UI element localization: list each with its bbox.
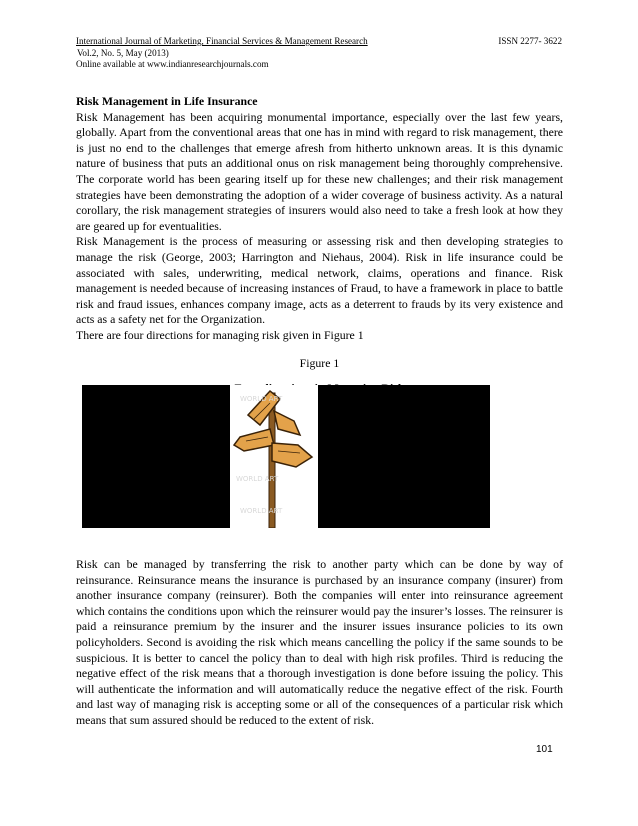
volume-info: Vol.2, No. 5, May (2013)	[77, 47, 169, 58]
journal-title: International Journal of Marketing, Financial Services & Management Research	[76, 36, 368, 46]
figure-image	[82, 385, 490, 528]
header-row	[76, 36, 562, 48]
paragraph-4: Risk can be managed by transferring the risk to another party which can be done by way of reinsurance. Reinsurance means the insurance is purchased by an insurance company (insurer) from another insurance company (reinsurer). Both the companies will enter into reinsurance agreement which contains the conditions upon which the reinsurer would pay the insurer’s losses. The reinsurer is paid a reinsurance premium by the insurer and the insurer issues insurance policies to its own policyholders. Second is avoiding the risk which means cancelling the policy if the same sounds to be suspicious. It is better to cancel the policy than to deal with high risk profiles. Third is reducing the negative effect of the risk means that a thorough investigation is done before issuing the policy. This will authenticate the information and will automatically reduce the negative effect of the risk. Fourth and last way of managing risk is accepting some or all of the consequences of a particular risk which means that sum assured should be reduced to the extent of risk.	[76, 557, 563, 727]
section-heading: Risk Management in Life Insurance	[76, 94, 258, 108]
figure-black-left	[82, 385, 230, 528]
issn: ISSN 2277- 3622	[498, 36, 562, 46]
main-content	[76, 94, 563, 397]
page-header	[76, 36, 562, 71]
figure-black-right	[318, 385, 490, 528]
online-info: Online available at www.indianresearchjournals.com	[76, 59, 269, 69]
page-number: 101	[536, 744, 553, 755]
paragraph-2: Risk Management is the process of measuring or assessing risk and then developing strategies to manage the risk (George, 2003; Harrington and Niehaus, 2004). Risk in life insurance could be associated with sales, underwriting, medical network, claims, operations and finance. Risk management is needed because of increasing instances of Fraud, to have a framework in place to battle risk and fraud issues, enhances company image, acts as a deterrent to frauds by its very existence and acts as a safety net for the Organization.	[76, 234, 563, 327]
paragraph-1: Risk Management has been acquiring monumental importance, especially over the last few years, globally. Apart from the conventional areas that one has in mind with regard to risk management, there is just no end to the challenges that emerge afresh from hitherto unknown areas. It is this dynamic nature of business that puts an additional onus on risk management being thoroughly comprehensive. The corporate world has been gearing itself up for these new challenges; and their risk management strategies have been demonstrating the adoption of a wider coverage of business activity. As a natural corollary, the risk management strategies of insurers would also need to take a fresh look at how they are geared up for eventualities.	[76, 109, 563, 233]
paragraph-3: There are four directions for managing risk given in Figure 1	[76, 327, 364, 342]
watermark-text-1: WORLD ART	[240, 395, 283, 403]
signpost-illustration	[230, 385, 318, 528]
watermark-text-2: WORLD ART	[236, 475, 279, 483]
watermark-text-3: WORLD ART	[240, 507, 283, 515]
signpost-icon	[230, 385, 318, 528]
figure-label: Figure 1	[299, 355, 340, 370]
